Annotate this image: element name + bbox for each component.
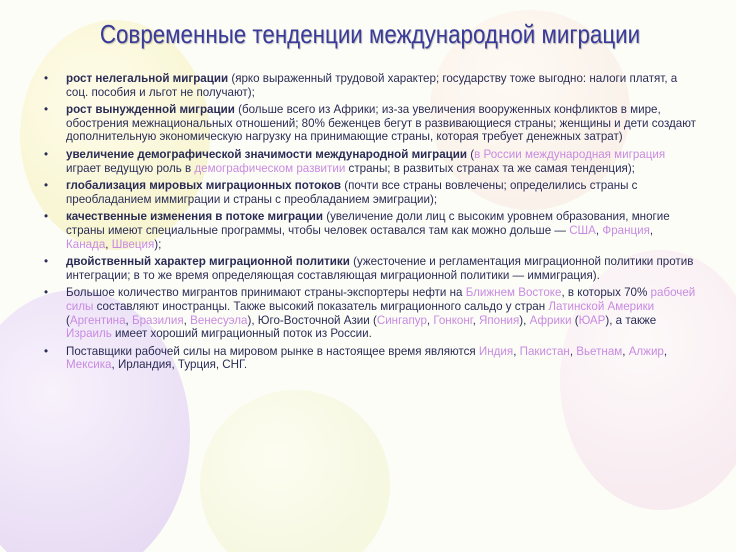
bullet-item bbox=[44, 286, 698, 340]
wiki-link[interactable]: Гонконг bbox=[433, 313, 473, 327]
bullet-dot-icon: • bbox=[44, 179, 49, 193]
bullet-text: , bbox=[183, 313, 191, 327]
wiki-link[interactable]: демографическом развитии bbox=[194, 161, 346, 175]
bullet-text: ); bbox=[154, 237, 162, 251]
wiki-link[interactable]: Сингапур bbox=[376, 313, 427, 327]
bullet-text: (увеличение доли лиц с высоким уровнем образования, многие страны имеют специальные программы, чтобы человек оставался там как можно дольше — bbox=[66, 210, 670, 237]
wiki-link[interactable]: Швеция bbox=[111, 237, 155, 251]
bullet-text: , bbox=[105, 237, 112, 251]
wiki-link[interactable]: Мексика bbox=[66, 358, 112, 372]
wiki-link[interactable]: Канада bbox=[66, 237, 106, 251]
bullet-item bbox=[44, 179, 698, 206]
bullet-dot-icon: • bbox=[44, 103, 49, 117]
bullet-dot-icon: • bbox=[44, 344, 49, 358]
bullet-text: ( bbox=[571, 313, 579, 327]
bullet-text: , bbox=[513, 344, 520, 358]
bullet-text: , bbox=[663, 344, 668, 358]
bullet-dot-icon: • bbox=[44, 286, 49, 300]
bullet-text: имеет хороший миграционный поток из России. bbox=[111, 327, 372, 341]
wiki-link[interactable]: Израиль bbox=[66, 327, 112, 341]
bullet-dot-icon: • bbox=[44, 147, 49, 161]
bullet-heading: рост нелегальной миграции bbox=[66, 72, 229, 85]
bullet-text: , bbox=[125, 313, 132, 327]
bullet-dot-icon: • bbox=[44, 72, 49, 85]
wiki-link[interactable]: Африки bbox=[529, 313, 572, 327]
bullet-text: (ярко выраженный трудовой характер; государству тоже выгодно: налоги платят, а соц. пособия и льгот не получают); bbox=[66, 72, 678, 99]
bullet-text: , bbox=[622, 344, 629, 358]
bullet-item bbox=[44, 148, 698, 175]
bullet-list bbox=[44, 72, 698, 376]
bullet-heading: увеличение демографической значимости международной миграции bbox=[66, 147, 468, 161]
wiki-link[interactable]: Венесуэла bbox=[190, 313, 248, 327]
bullet-dot-icon: • bbox=[44, 210, 49, 224]
bullet-heading: качественные изменения в потоке миграции bbox=[66, 210, 323, 224]
bullet-heading: глобализация мировых миграционных потоков bbox=[66, 179, 342, 193]
wiki-link[interactable]: Вьетнам bbox=[576, 344, 623, 358]
bullet-text: , в которых 70% bbox=[561, 286, 651, 300]
bullet-text: Большое количество мигрантов принимают страны-экспортеры нефти на bbox=[66, 286, 466, 300]
wiki-link[interactable]: Япония bbox=[479, 313, 520, 327]
bullet-item bbox=[44, 255, 698, 282]
balloon-decoration bbox=[200, 390, 390, 552]
wiki-link[interactable]: Пакистан bbox=[519, 344, 570, 358]
bullet-text: Поставщики рабочей силы на мировом рынке в настоящее время являются bbox=[66, 344, 479, 358]
wiki-link[interactable]: Франция bbox=[602, 223, 650, 237]
bullet-dot-icon: • bbox=[44, 255, 49, 269]
bullet-text: , bbox=[595, 223, 603, 237]
bullet-item bbox=[44, 72, 698, 99]
wiki-link[interactable]: США bbox=[569, 223, 596, 237]
wiki-link[interactable]: рабочей силы bbox=[66, 286, 696, 313]
bullet-text: (почти все страны вовлечены; определились страны с преобладанием иммиграции и страны с преобладанием эмиграции); bbox=[66, 179, 638, 206]
wiki-link[interactable]: Бразилия bbox=[131, 313, 184, 327]
wiki-link[interactable]: Аргентина bbox=[69, 313, 126, 327]
slide-title: Современные тенденции международной миграции bbox=[99, 19, 641, 50]
bullet-item bbox=[44, 210, 698, 251]
bullet-heading: рост вынужденной миграции bbox=[66, 103, 235, 117]
bullet-heading: двойственный характер миграционной политики bbox=[66, 255, 350, 269]
wiki-link[interactable]: Алжир bbox=[628, 344, 664, 358]
bullet-text: (ужесточение и регламентация миграционной политики против интеграции; в то же время определяющая составляющая миграционной политики — иммиграция). bbox=[66, 255, 694, 282]
bullet-text: ), а также bbox=[605, 313, 657, 327]
bullet-text: ), Юго-Восточной Азии ( bbox=[247, 313, 377, 327]
bullet-text: , bbox=[472, 313, 480, 327]
bullet-text: составляют иностранцы. Также высокий показатель миграционного сальдо у стран bbox=[93, 299, 549, 313]
bullet-text: страны; в развитых странах та же самая тенденция); bbox=[345, 161, 635, 175]
bullet-text: , bbox=[649, 223, 654, 237]
bullet-text: играет ведущую роль в bbox=[66, 161, 195, 175]
bullet-text: ), bbox=[519, 313, 530, 327]
bullet-item bbox=[44, 345, 698, 372]
bullet-text: ( bbox=[66, 313, 70, 327]
bullet-text: (больше всего из Африки; из-за увеличения вооруженных конфликтов в мире, обострения межнациональных отношений; 80% беженцев бегут в развивающиеся страны; женщины и дети создают дополнительную экономическую нагрузку на принимающие страны, которая требует денежных затрат) bbox=[66, 103, 696, 144]
wiki-link[interactable]: Латинской Америки bbox=[548, 299, 655, 313]
wiki-link[interactable]: в России bbox=[474, 147, 522, 161]
wiki-link[interactable]: Ближнем Востоке bbox=[465, 286, 562, 300]
bullet-text: , bbox=[569, 344, 577, 358]
bullet-text: ( bbox=[467, 147, 475, 161]
wiki-link[interactable]: ЮАР bbox=[578, 313, 606, 327]
wiki-link[interactable]: Индия bbox=[478, 344, 514, 358]
bullet-text: , bbox=[426, 313, 434, 327]
wiki-link[interactable]: международная миграция bbox=[524, 147, 666, 161]
bullet-item bbox=[44, 103, 698, 144]
bullet-text: , Ирландия, Турция, СНГ. bbox=[111, 358, 248, 372]
